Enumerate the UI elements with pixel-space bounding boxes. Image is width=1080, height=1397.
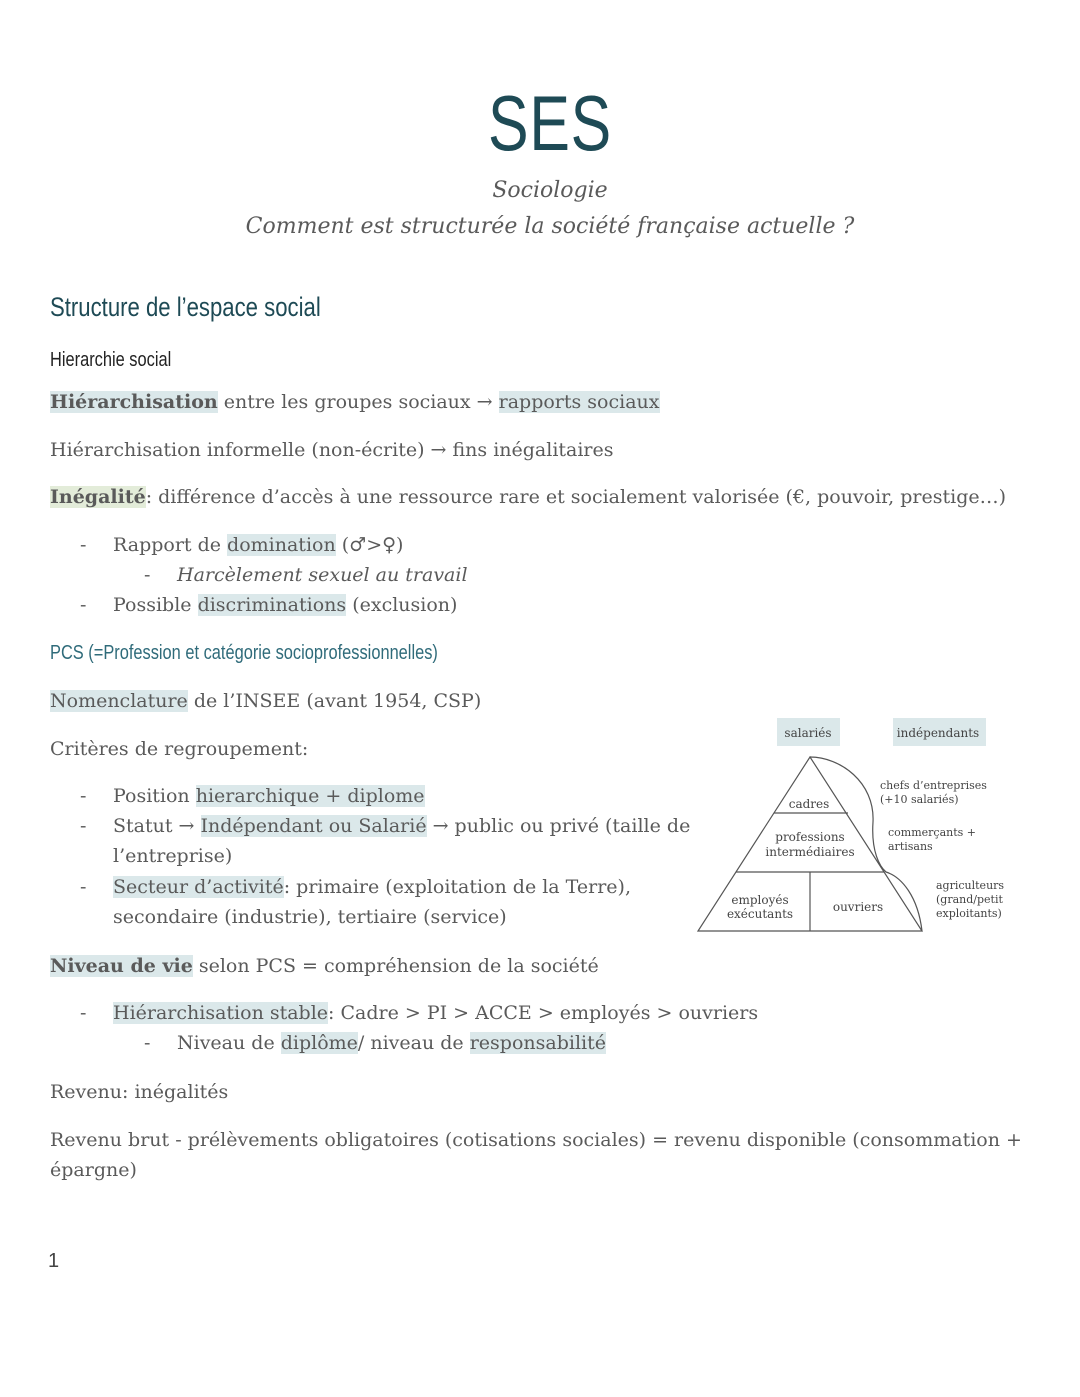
highlight-hierarchisation: Hiérarchisation <box>50 391 218 413</box>
subtitle-question: Comment est structurée la société française actuelle ? <box>245 214 855 239</box>
highlight-nomenclature: Nomenclature <box>50 690 188 712</box>
label-chefs-1: chefs d’entreprises <box>880 779 987 792</box>
label-chefs-2: (+10 salariés) <box>880 793 959 806</box>
text: : différence d’accès à une ressource rare et socialement valorisée (€, pouvoir, prestige…) <box>145 486 1007 508</box>
text: Niveau de <box>177 1032 281 1054</box>
highlight-rapports-sociaux: rapports sociaux <box>498 391 660 413</box>
highlight-independant-salarie: Indépendant ou Salarié <box>200 815 427 837</box>
pcs-pyramid-diagram <box>690 712 1020 944</box>
bullet-secteur-line2: secondaire (industrie), tertiaire (service) <box>113 906 507 928</box>
section-title: Structure de l’espace social <box>50 292 321 322</box>
text: Position <box>113 785 196 807</box>
paragraph-inegalite <box>50 482 1006 512</box>
bullet-secteur <box>113 872 631 902</box>
label-commercants-1: commerçants + <box>888 826 976 839</box>
paragraph-nomenclature <box>50 686 481 716</box>
text: Statut → <box>113 815 201 837</box>
highlight-niveau-de-vie: Niveau de vie <box>50 955 193 977</box>
text: → public ou privé (taille de <box>426 815 691 837</box>
label-ouvriers: ouvriers <box>832 900 884 914</box>
paragraph-revenu: Revenu: inégalités <box>50 1081 229 1103</box>
label-agriculteurs-1: agriculteurs <box>936 879 1005 892</box>
bullet-statut-line2: l’entreprise) <box>113 845 233 867</box>
bullet-domination <box>113 530 403 560</box>
subsection-hierarchie: Hierarchie social <box>50 349 172 371</box>
bullet-dash: - <box>80 785 87 807</box>
label-agriculteurs-3: exploitants) <box>936 907 1002 920</box>
label-agriculteurs-2: (grand/petit <box>936 893 1003 906</box>
highlight-responsabilite: responsabilité <box>469 1032 606 1054</box>
bullet-dash: - <box>144 564 151 586</box>
label-professions: professions <box>775 830 845 844</box>
label-independants: indépendants <box>896 726 980 740</box>
highlight-domination: domination <box>227 534 336 556</box>
page-number: 1 <box>48 1250 60 1272</box>
bullet-hierarchisation-stable <box>113 998 758 1028</box>
highlight-hierarchisation-stable: Hiérarchisation stable <box>113 1002 329 1024</box>
bullet-position <box>113 781 425 811</box>
paragraph-informelle: Hiérarchisation informelle (non-écrite) → fins inégalitaires <box>50 439 614 461</box>
text: : Cadre > PI > ACCE > employés > ouvriers <box>328 1002 759 1024</box>
sub-bullet-harcelement: Harcèlement sexuel au travail <box>177 564 468 586</box>
text: entre les groupes sociaux → <box>217 391 499 413</box>
highlight-diplome: diplôme <box>280 1032 358 1054</box>
text: Possible <box>113 594 198 616</box>
sub-bullet-niveau <box>177 1028 606 1058</box>
highlight-secteur: Secteur d’activité <box>113 876 284 898</box>
text: de l’INSEE (avant 1954, CSP) <box>187 690 482 712</box>
subtitle-subject: Sociologie <box>492 178 608 203</box>
document-title: SES <box>487 79 613 167</box>
subsection-pcs: PCS (=Profession et catégorie socioprofessionnelles) <box>50 642 438 664</box>
text: : primaire (exploitation de la Terre), <box>283 876 631 898</box>
label-executants: exécutants <box>726 907 794 921</box>
highlight-hierarchique-diplome: hierarchique + diplome <box>195 785 425 807</box>
text: (exclusion) <box>346 594 458 616</box>
bullet-statut <box>113 811 690 841</box>
label-salaries: salariés <box>784 726 832 740</box>
label-intermediaires: intermédiaires <box>765 845 855 859</box>
paragraph-hierarchisation <box>50 387 660 417</box>
paragraph-criteres: Critères de regroupement: <box>50 738 309 760</box>
bullet-dash: - <box>80 876 87 898</box>
bullet-dash: - <box>80 594 87 616</box>
paragraph-revenu-brut-line2: épargne) <box>50 1159 137 1181</box>
bullet-dash: - <box>80 1002 87 1024</box>
label-commercants-2: artisans <box>888 840 933 853</box>
bullet-discriminations <box>113 590 457 620</box>
text: (♂>♀) <box>335 534 404 556</box>
text: / niveau de <box>357 1032 470 1054</box>
label-cadres: cadres <box>788 797 830 811</box>
paragraph-revenu-brut-line1: Revenu brut - prélèvements obligatoires (cotisations sociales) = revenu disponible (consommation + <box>50 1129 1022 1151</box>
highlight-discriminations: discriminations <box>197 594 347 616</box>
bullet-dash: - <box>80 534 87 556</box>
text: Rapport de <box>113 534 228 556</box>
highlight-inegalite: Inégalité <box>50 486 146 508</box>
text: selon PCS = compréhension de la société <box>192 955 599 977</box>
paragraph-niveau-de-vie <box>50 951 599 981</box>
bullet-dash: - <box>144 1032 151 1054</box>
label-employes: employés <box>731 893 789 907</box>
bullet-dash: - <box>80 815 87 837</box>
